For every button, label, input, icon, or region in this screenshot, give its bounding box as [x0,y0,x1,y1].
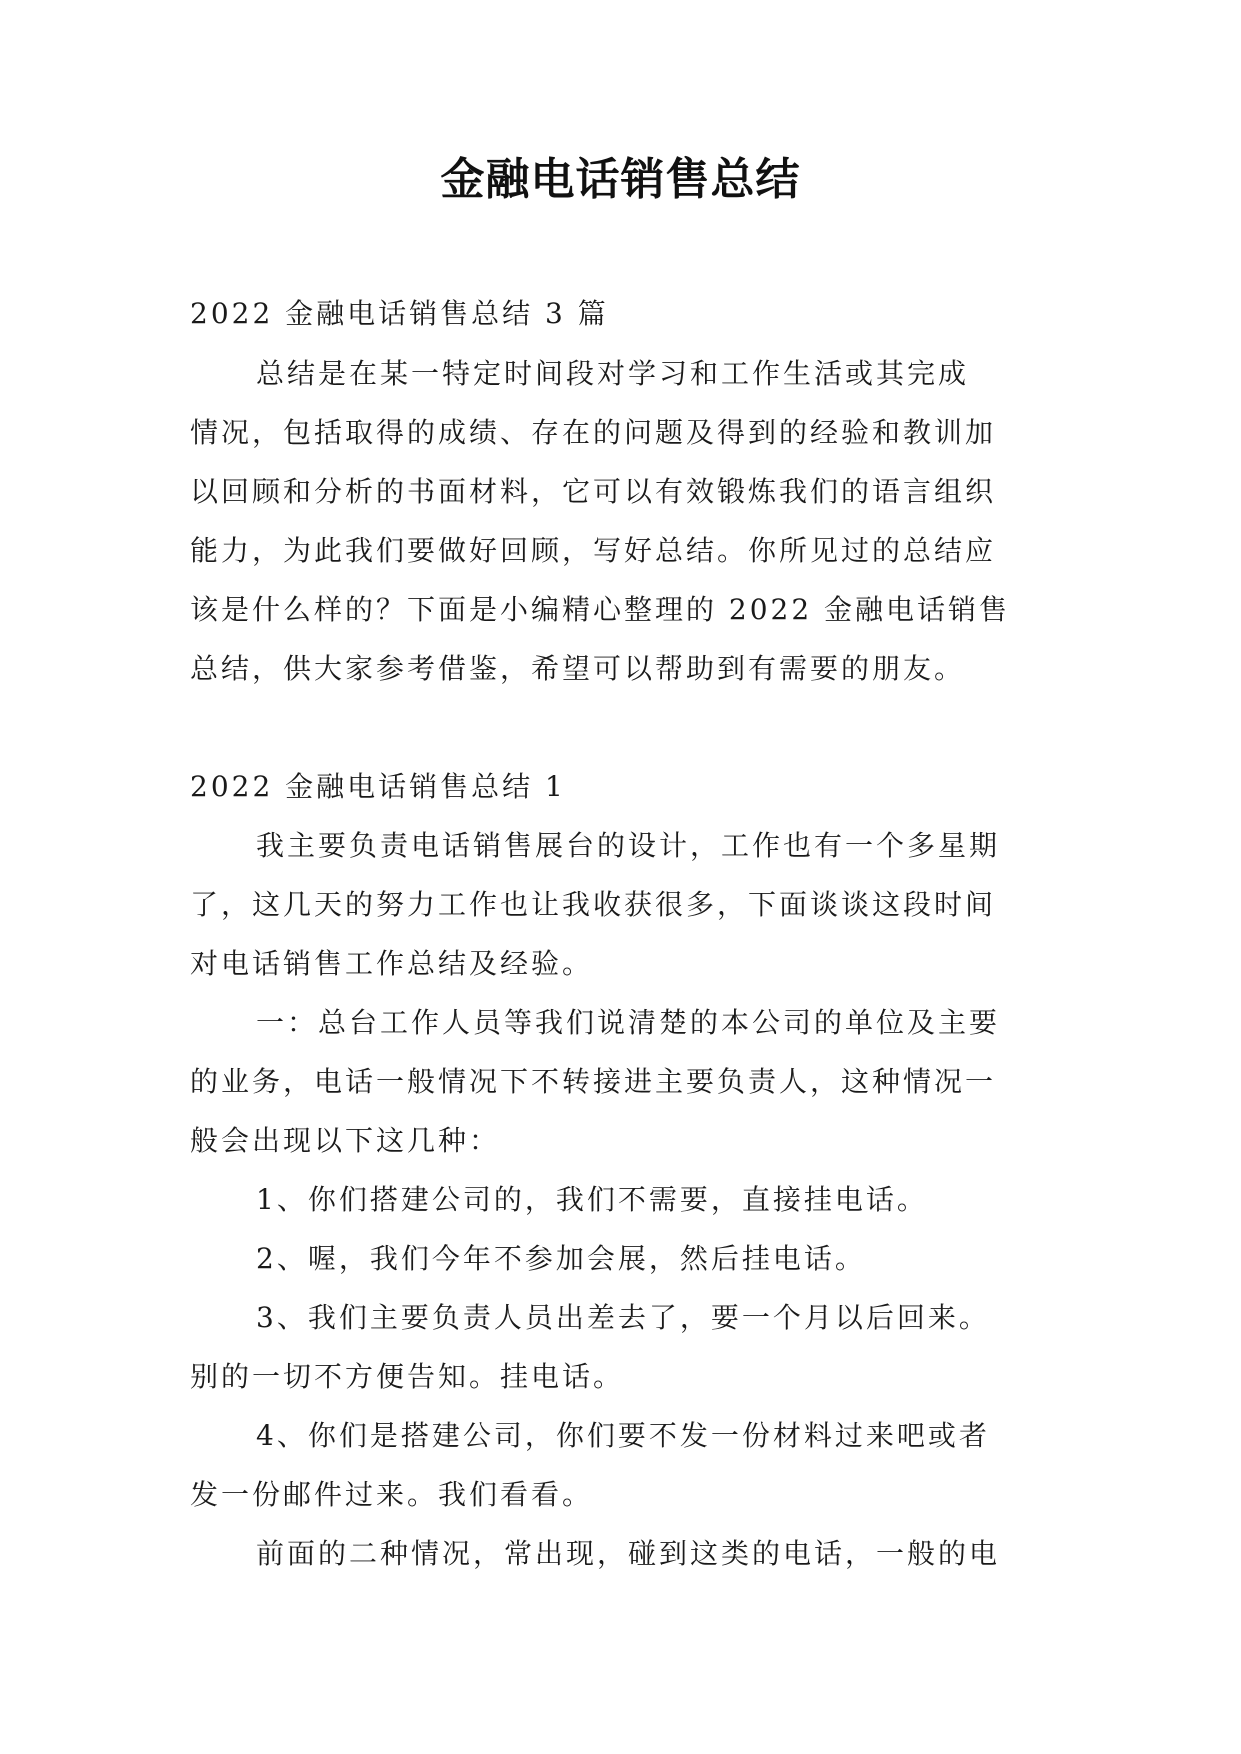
paragraph-line: 对电话销售工作总结及经验。 [190,947,594,980]
paragraph-line: 总结，供大家参考借鉴，希望可以帮助到有需要的朋友。 [190,652,966,685]
list-item-continuation: 发一份邮件过来。我们看看。 [190,1478,594,1511]
list-item-continuation: 别的一切不方便告知。挂电话。 [190,1360,625,1393]
paragraph-line: 我主要负责电话销售展台的设计，工作也有一个多星期 [256,829,1001,862]
list-item: 3、我们主要负责人员出差去了，要一个月以后回来。 [256,1301,990,1334]
paragraph-line: 前面的二种情况，常出现，碰到这类的电话，一般的电 [256,1537,1001,1570]
paragraph-line: 能力，为此我们要做好回顾，写好总结。你所见过的总结应 [190,534,997,567]
paragraph-line: 的业务，电话一般情况下不转接进主要负责人，这种情况一 [190,1065,997,1098]
paragraph-line: 以回顾和分析的书面材料，它可以有效锻炼我们的语言组织 [190,475,997,508]
paragraph-line: 该是什么样的？下面是小编精心整理的 2022 金融电话销售 [190,593,1011,626]
list-item: 1、你们搭建公司的，我们不需要，直接挂电话。 [256,1183,928,1216]
section-heading: 2022 金融电话销售总结 3 篇 [190,297,609,330]
paragraph-line: 情况，包括取得的成绩、存在的问题及得到的经验和教训加 [190,416,997,449]
list-item: 4、你们是搭建公司，你们要不发一份材料过来吧或者 [256,1419,990,1452]
paragraph-line: 了，这几天的努力工作也让我收获很多，下面谈谈这段时间 [190,888,997,921]
section-heading: 2022 金融电话销售总结 1 [190,770,566,803]
paragraph-line: 总结是在某一特定时间段对学习和工作生活或其完成 [256,357,970,390]
document-title: 金融电话销售总结 [440,154,801,205]
list-item: 2、喔，我们今年不参加会展，然后挂电话。 [256,1242,866,1275]
paragraph-line: 一：总台工作人员等我们说清楚的本公司的单位及主要 [256,1006,1001,1039]
paragraph-line: 般会出现以下这几种： [190,1124,501,1157]
